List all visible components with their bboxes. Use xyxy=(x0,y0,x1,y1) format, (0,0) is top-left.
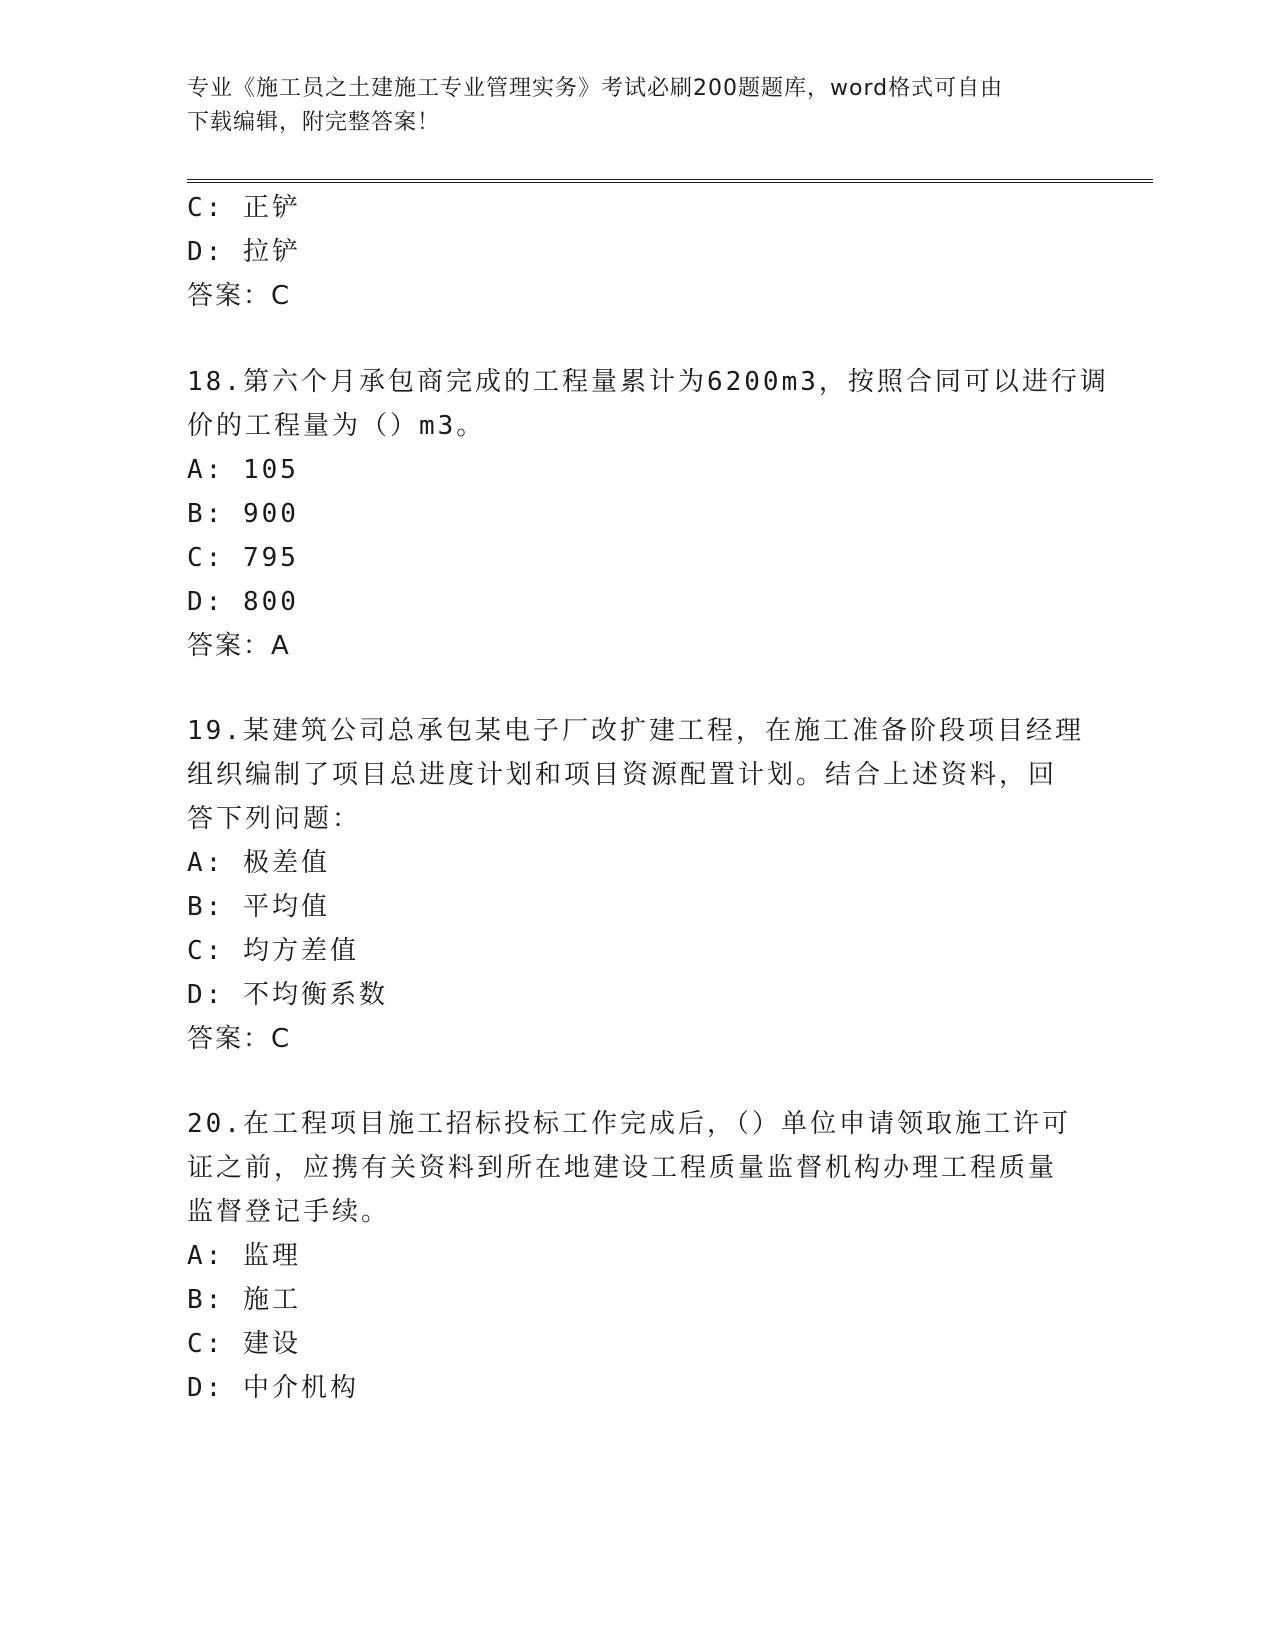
q17-answer: 答案：C xyxy=(187,281,292,311)
q20-option-d: D: 中介机构 xyxy=(187,1373,359,1403)
q18-stem-line-2: 价的工程量为（）m3。 xyxy=(187,411,486,441)
q20-option-c: C: 建设 xyxy=(187,1329,301,1359)
q17-option-d: D: 拉铲 xyxy=(187,237,301,267)
q19-stem-line-2: 组织编制了项目总进度计划和项目资源配置计划。结合上述资料，回 xyxy=(187,760,1058,790)
header-line-2: 下载编辑，附完整答案！ xyxy=(187,110,441,135)
header-line-1: 专业《施工员之土建施工专业管理实务》考试必刷200题题库，word格式可自由 xyxy=(187,76,1004,101)
q19-answer: 答案：C xyxy=(187,1024,292,1054)
q18-option-a: A: 105 xyxy=(187,455,299,485)
q18-option-d: D: 800 xyxy=(187,587,299,617)
q19-option-a: A: 极差值 xyxy=(187,848,330,878)
q18-option-b: B: 900 xyxy=(187,499,299,529)
q17-option-c: C: 正铲 xyxy=(187,193,301,223)
header-divider xyxy=(187,179,1153,183)
q20-stem-line-1: 20.在工程项目施工招标投标工作完成后，（）单位申请领取施工许可 xyxy=(187,1109,1071,1139)
page-header xyxy=(187,72,1067,140)
q19-option-b: B: 平均值 xyxy=(187,892,330,922)
q20-stem-line-2: 证之前，应携有关资料到所在地建设工程质量监督机构办理工程质量 xyxy=(187,1153,1058,1183)
q19-stem-line-1: 19.某建筑公司总承包某电子厂改扩建工程，在施工准备阶段项目经理 xyxy=(187,716,1084,746)
q19-option-d: D: 不均衡系数 xyxy=(187,980,388,1010)
q18-option-c: C: 795 xyxy=(187,543,299,573)
q18-answer: 答案：A xyxy=(187,631,291,661)
q18-stem-line-1: 18.第六个月承包商完成的工程量累计为6200m3，按照合同可以进行调 xyxy=(187,367,1109,397)
q20-option-a: A: 监理 xyxy=(187,1241,301,1271)
q19-option-c: C: 均方差值 xyxy=(187,936,359,966)
q19-stem-line-3: 答下列问题： xyxy=(187,804,362,834)
q20-stem-line-3: 监督登记手续。 xyxy=(187,1197,391,1227)
q20-option-b: B: 施工 xyxy=(187,1285,301,1315)
